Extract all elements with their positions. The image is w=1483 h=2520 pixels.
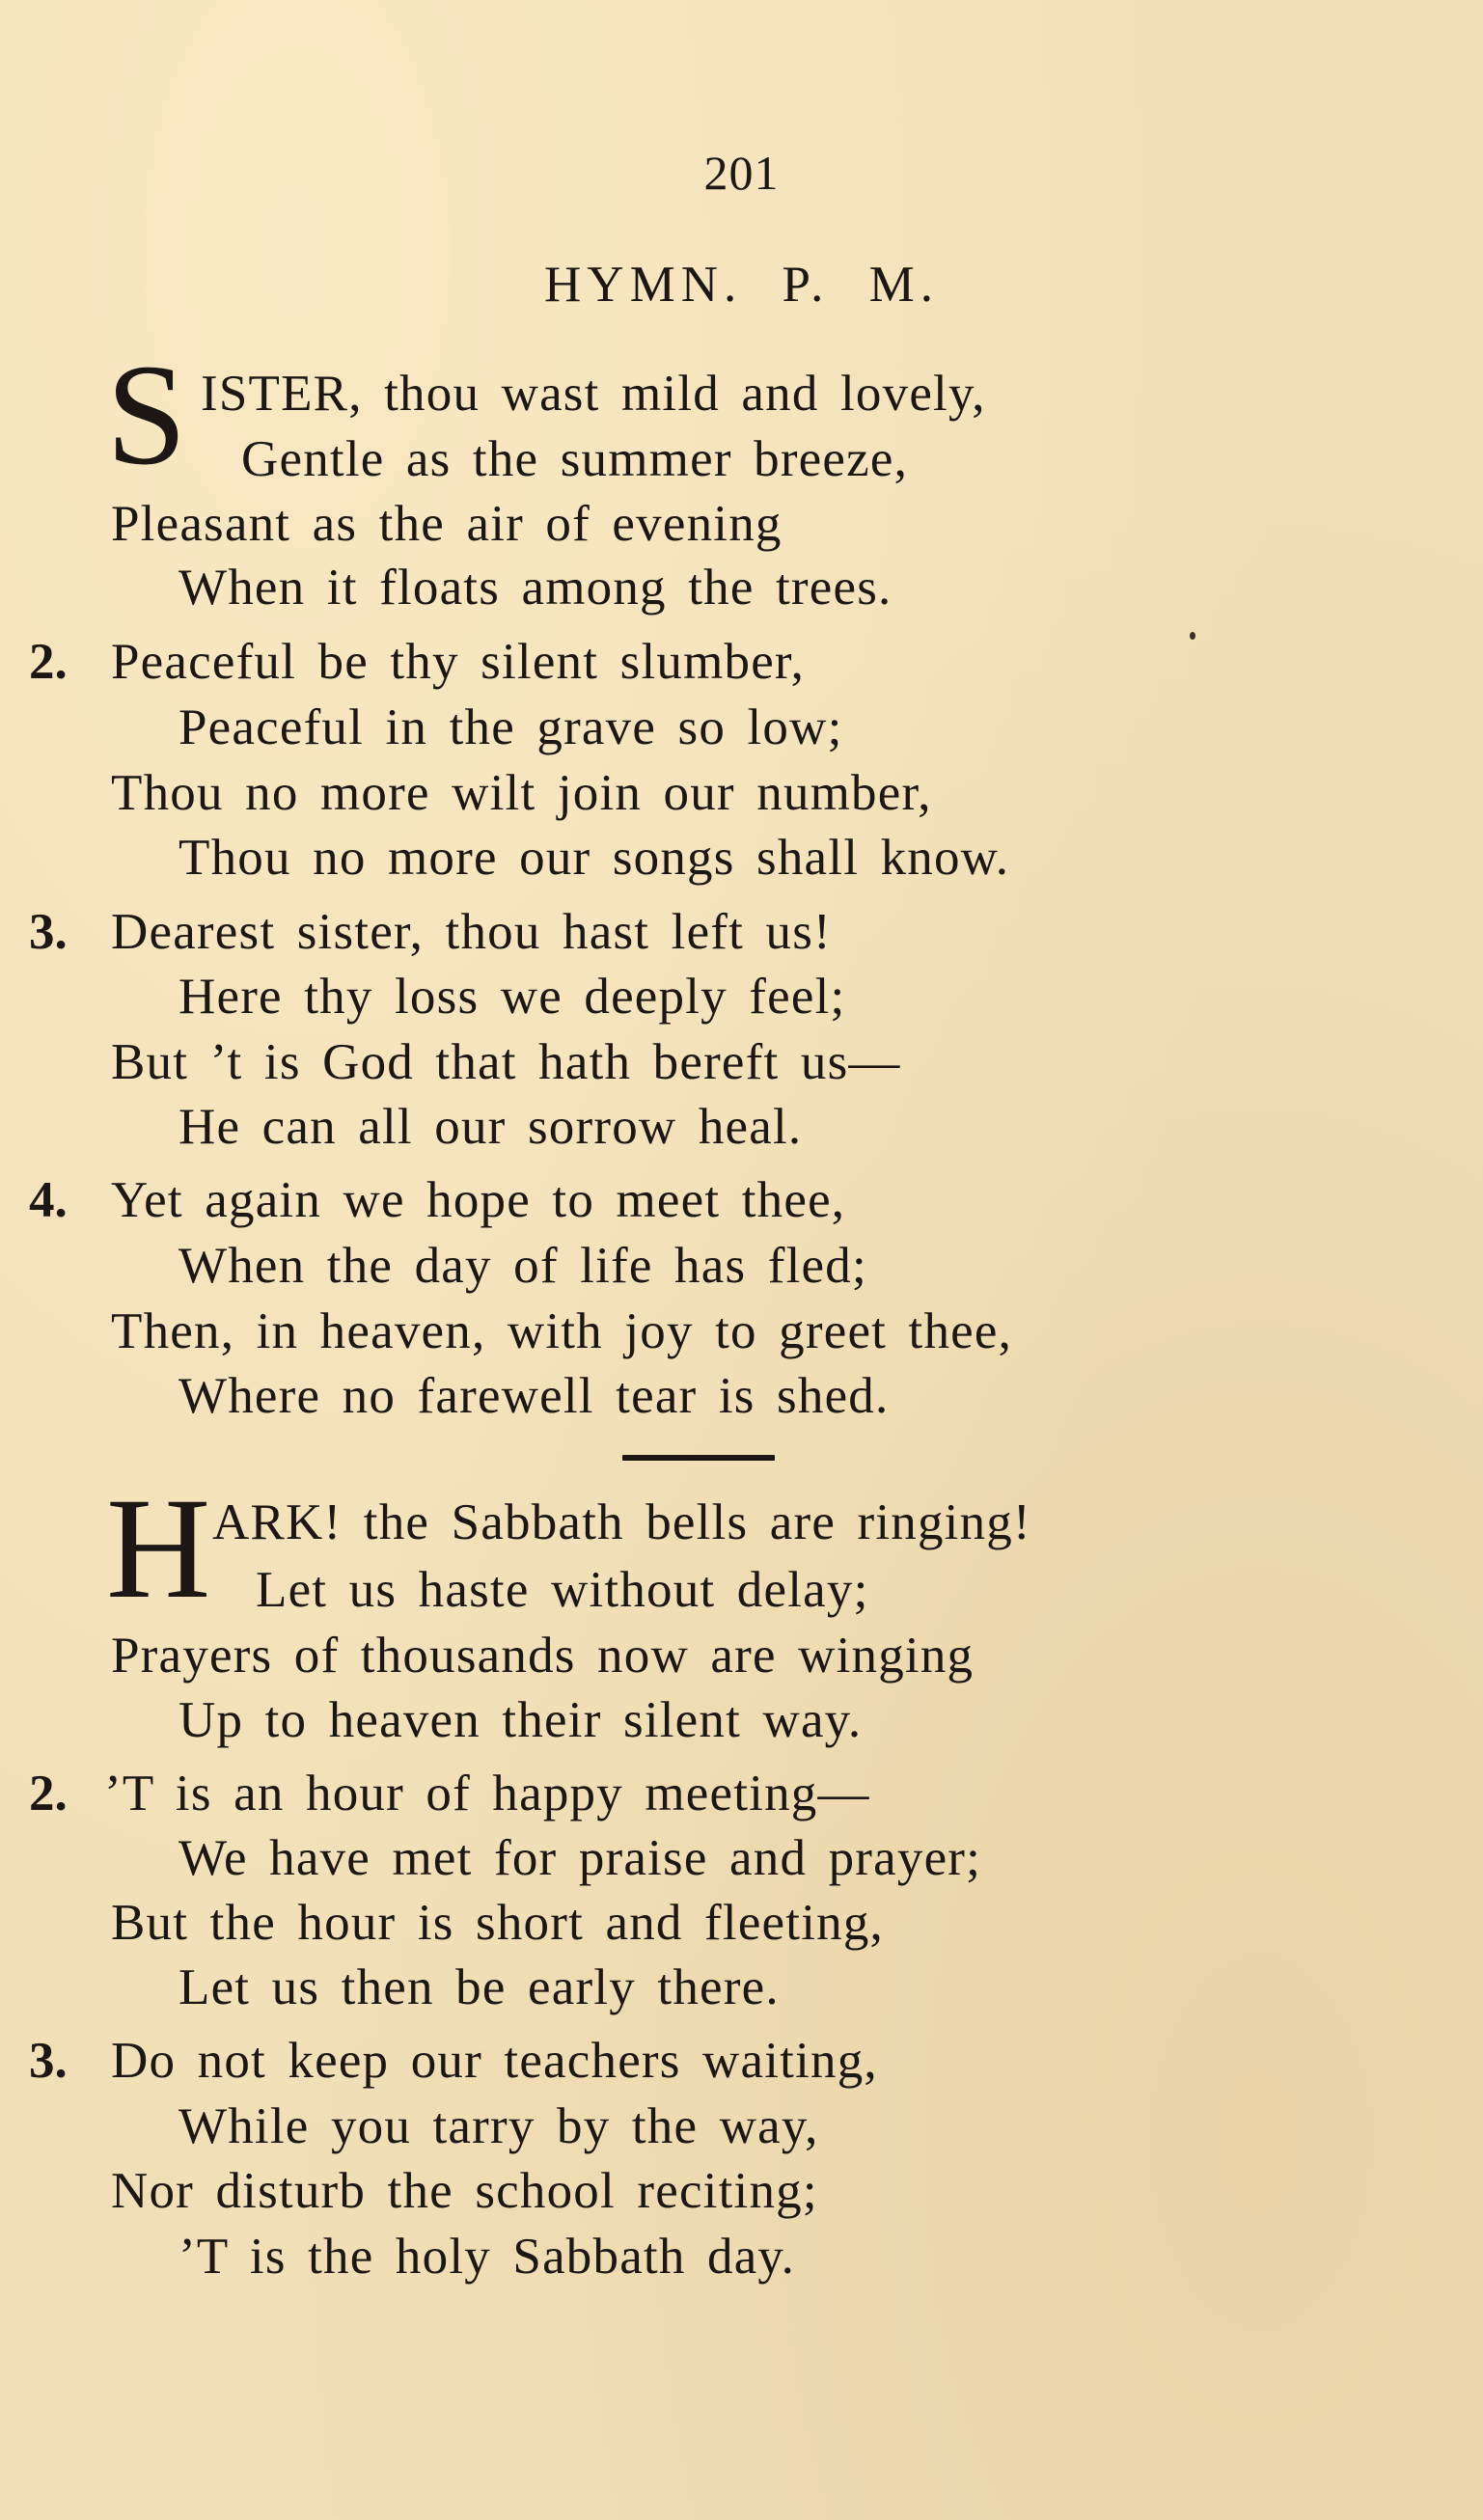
verse-line: Thou no more our songs shall know. bbox=[179, 830, 1010, 886]
verse-line: Peaceful in the grave so low; bbox=[179, 699, 843, 755]
verse-line: Where no farewell tear is shed. bbox=[179, 1368, 890, 1424]
verse-line: He can all our sorrow heal. bbox=[179, 1099, 803, 1155]
verse-line: ARK! the Sabbath bells are ringing! bbox=[212, 1494, 1031, 1550]
verse-line: Up to heaven their silent way. bbox=[179, 1692, 863, 1748]
verse-line: But ’t is God that hath bereft us— bbox=[111, 1034, 901, 1090]
verse-line: ’T is the holy Sabbath day. bbox=[179, 2229, 796, 2285]
verse-line: Pleasant as the air of evening bbox=[111, 496, 783, 552]
verse-line: Dearest sister, thou hast left us! bbox=[111, 904, 832, 960]
verse-line: ISTER, thou wast mild and lovely, bbox=[201, 366, 986, 422]
verse-number: 4. bbox=[29, 1172, 68, 1228]
page-number: 201 bbox=[703, 146, 780, 200]
verse-number: 2. bbox=[29, 1766, 68, 1822]
verse-line: Peaceful be thy silent slumber, bbox=[111, 634, 806, 690]
drop-cap: H bbox=[106, 1468, 211, 1629]
verse-line: Yet again we hope to meet thee, bbox=[111, 1172, 846, 1228]
verse-line: When it floats among the trees. bbox=[179, 560, 893, 616]
verse-number: 3. bbox=[29, 2033, 68, 2089]
verse-line: Then, in heaven, with joy to greet thee, bbox=[111, 1303, 1013, 1359]
verse-line: Prayers of thousands now are winging bbox=[111, 1628, 975, 1684]
verse-line: Gentle as the summer breeze, bbox=[241, 431, 909, 487]
verse-line: Thou no more wilt join our number, bbox=[111, 765, 932, 821]
verse-line: Let us then be early there. bbox=[179, 1959, 780, 2015]
verse-number: 2. bbox=[29, 634, 68, 690]
verse-number: 3. bbox=[29, 904, 68, 960]
verse-line: Here thy loss we deeply feel; bbox=[179, 969, 846, 1025]
verse-line: But the hour is short and fleeting, bbox=[111, 1895, 884, 1951]
verse-line: Do not keep our teachers waiting, bbox=[111, 2033, 878, 2089]
print-speck bbox=[1190, 632, 1195, 640]
verse-line: ’T is an hour of happy meeting— bbox=[104, 1766, 870, 1822]
section-divider bbox=[622, 1455, 775, 1461]
verse-line: While you tarry by the way, bbox=[179, 2098, 819, 2154]
verse-line: Let us haste without delay; bbox=[256, 1562, 869, 1618]
verse-line: We have met for praise and prayer; bbox=[179, 1830, 982, 1886]
drop-cap: S bbox=[106, 335, 187, 495]
verse-line: Nor disturb the school reciting; bbox=[111, 2163, 818, 2219]
hymn-title: HYMN. P. M. bbox=[544, 257, 939, 313]
verse-line: When the day of life has fled; bbox=[179, 1238, 867, 1294]
